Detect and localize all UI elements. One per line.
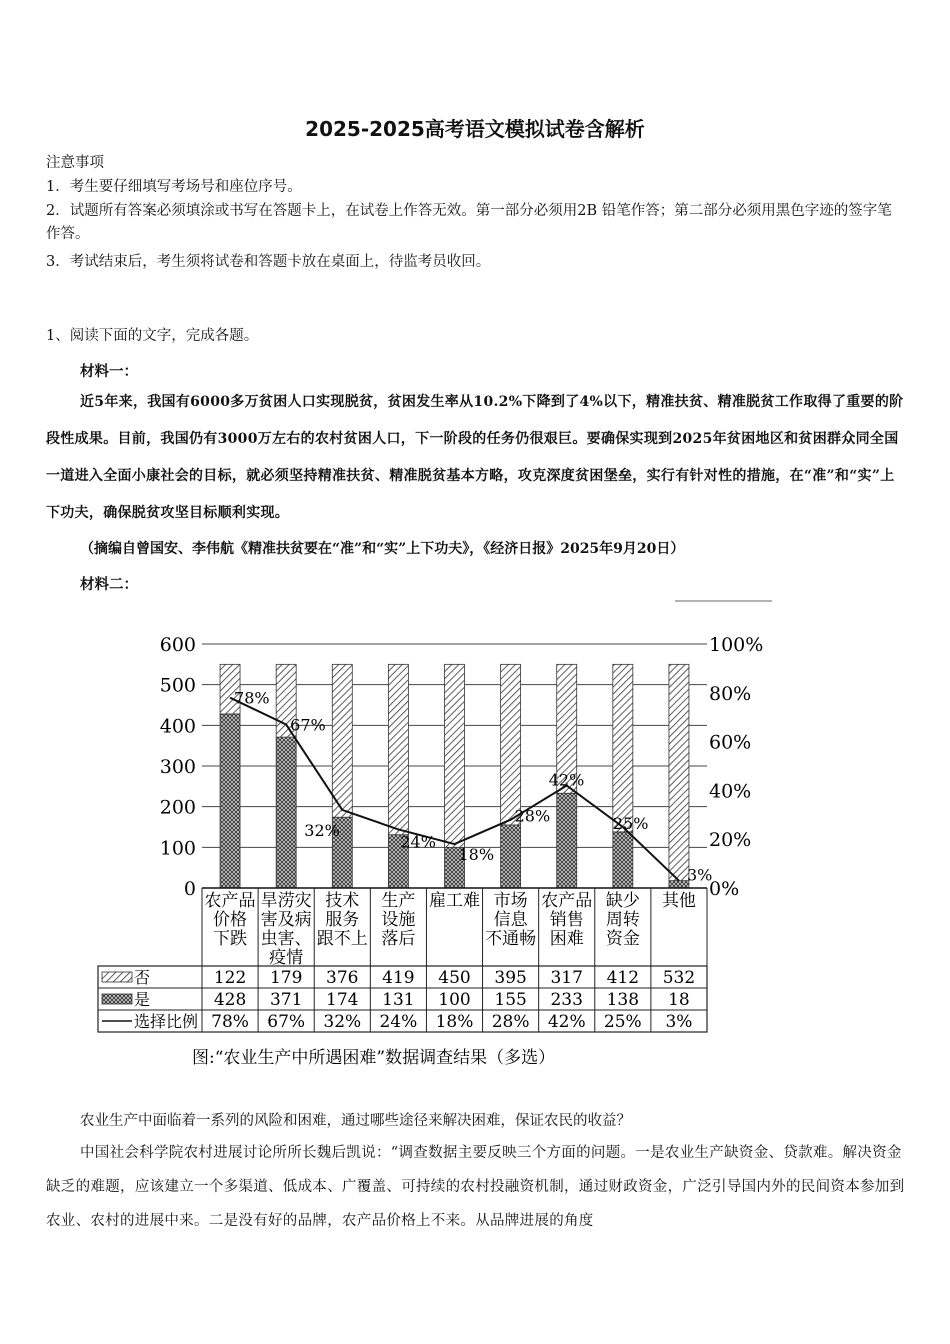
table-cell: 78% bbox=[211, 1012, 249, 1032]
bar-no bbox=[501, 664, 521, 825]
category-label: 资金 bbox=[605, 929, 640, 949]
table-cell: 131 bbox=[382, 990, 415, 1010]
bar-no bbox=[332, 664, 352, 817]
table-cell: 532 bbox=[662, 968, 696, 988]
right-tick-label: 20% bbox=[709, 829, 752, 852]
category-label: 设施 bbox=[381, 910, 416, 930]
category-label: 市场 bbox=[493, 891, 528, 911]
after-chart-question: 农业生产中面临着一系列的风险和困难，通过哪些途径来解决困难，保证农民的收益？ bbox=[80, 1113, 631, 1129]
material-2-label: 材料二： bbox=[80, 576, 138, 593]
table-cell: 395 bbox=[494, 968, 527, 988]
ratio-point-label: 24% bbox=[400, 832, 436, 852]
table-cell: 179 bbox=[269, 968, 303, 988]
legend-swatch bbox=[102, 994, 132, 1004]
table-cell: 32% bbox=[323, 1012, 362, 1032]
category-label: 跟不上 bbox=[316, 929, 368, 949]
notice-2: 2．试题所有答案必须填涂或书写在答题卡上，在试卷上作答无效。第一部分必须用2B 铅笔作答；第二部分必须用黑色字迹的签字笔作答。 bbox=[46, 203, 892, 242]
left-tick-label: 400 bbox=[159, 715, 196, 738]
bar-yes bbox=[276, 737, 296, 888]
category-label: 价格 bbox=[213, 910, 248, 930]
bar-no bbox=[613, 664, 633, 832]
category-label: 雇工难 bbox=[429, 891, 480, 911]
table-cell: 28% bbox=[491, 1012, 530, 1032]
ratio-point-label: 32% bbox=[304, 820, 340, 840]
after-chart-paragraph: 中国社会科学院农村进展讨论所所长魏后凯说：“调查数据主要反映三个方面的问题。一是农业生产缺资金、贷款难。解决资金缺乏的难题，应该建立一个多渠道、低成本、广覆盖、可持续的农村投融资机制，通过财政资金，广泛引导国内外的民间资本参加到农业、农村的进展中来。二是没有好的品牌，农产品价格上不来。从品牌进展的角度 bbox=[46, 1145, 905, 1229]
table-cell: 412 bbox=[606, 968, 640, 988]
right-tick-label: 40% bbox=[709, 780, 752, 803]
category-label: 不通畅 bbox=[485, 929, 537, 949]
table-cell: 376 bbox=[326, 968, 359, 988]
ratio-point-label: 78% bbox=[234, 688, 270, 708]
legend-label: 选择比例 bbox=[134, 1012, 199, 1031]
right-tick-label: 60% bbox=[709, 731, 752, 754]
category-label: 其他 bbox=[661, 891, 696, 911]
notice-3: 3．考试结束后，考生须将试卷和答题卡放在桌面上，待监考员收回。 bbox=[46, 254, 491, 270]
table-cell: 317 bbox=[550, 968, 583, 988]
ratio-point-label: 67% bbox=[290, 715, 326, 735]
left-tick-label: 300 bbox=[159, 756, 196, 778]
category-label: 缺少 bbox=[605, 891, 640, 911]
right-tick-label: 0% bbox=[709, 878, 740, 900]
category-label: 虫害、 bbox=[260, 929, 312, 949]
bar-yes bbox=[501, 825, 521, 888]
bar-line-chart bbox=[134, 598, 790, 1078]
bar-no bbox=[388, 664, 408, 834]
category-label: 下跌 bbox=[213, 929, 248, 949]
material-1-label: 材料一： bbox=[80, 363, 138, 380]
category-label: 技术 bbox=[325, 891, 360, 911]
ratio-point-label: 18% bbox=[458, 845, 495, 865]
legend-label: 否 bbox=[134, 968, 151, 987]
bar-yes bbox=[557, 793, 577, 888]
category-label: 困难 bbox=[549, 929, 584, 949]
chart-title: 图:“农业生产中所遇困难”数据调查结果（多选） bbox=[192, 1048, 556, 1068]
material-1-text: 近5年来，我国有6000多万贫困人口实现脱贫，贫困发生率从10.2%下降到了4%以下，精准扶贫、精准脱贫工作取得了重要的阶段性成果。目前，我国仍有3000万左右的农村贫困人口，下一阶段的任务仍很艰巨。要确保实现到2025年贫困地区和贫困群众同全国一道进入全面小康社会的目标，就必须坚持精准扶贫、精准脱贫基本方略，攻克深度贫困堡垒，实行有针对性的措施，在“准”和“实”上下功夫，确保脱贫攻坚目标顺利实现。 bbox=[46, 394, 904, 521]
left-tick-label: 200 bbox=[159, 796, 196, 819]
category-label: 旱涝灾 bbox=[260, 891, 312, 911]
table-cell: 428 bbox=[213, 990, 247, 1010]
notice-heading: 注意事项 bbox=[46, 155, 104, 171]
bar-no bbox=[669, 664, 689, 880]
notice-1: 1．考生要仔细填写考场号和座位序号。 bbox=[46, 179, 302, 195]
right-tick-label: 100% bbox=[709, 634, 764, 656]
ratio-point-label: 25% bbox=[612, 814, 649, 833]
table-cell: 419 bbox=[382, 968, 415, 988]
table-cell: 122 bbox=[213, 968, 247, 988]
table-cell: 18% bbox=[435, 1012, 474, 1032]
bar-yes bbox=[220, 714, 240, 888]
right-tick-label: 80% bbox=[709, 682, 752, 705]
table-cell: 24% bbox=[379, 1012, 418, 1032]
category-label: 信息 bbox=[493, 910, 528, 930]
bar-no bbox=[445, 664, 465, 847]
table-cell: 67% bbox=[267, 1012, 306, 1032]
category-label: 服务 bbox=[325, 910, 360, 930]
legend-label: 是 bbox=[134, 990, 151, 1009]
legend-swatch bbox=[102, 972, 132, 982]
category-label: 农产品 bbox=[204, 891, 256, 911]
bar-yes bbox=[669, 881, 689, 888]
question-stem: 1、阅读下面的文字，完成各题。 bbox=[46, 328, 259, 344]
bar-yes bbox=[613, 832, 633, 888]
left-tick-label: 0 bbox=[183, 878, 196, 900]
table-cell: 233 bbox=[550, 990, 583, 1010]
table-cell: 450 bbox=[438, 968, 471, 988]
category-label: 生产 bbox=[381, 891, 416, 911]
left-tick-label: 600 bbox=[159, 634, 196, 656]
ratio-point-label: 42% bbox=[548, 770, 585, 790]
left-tick-label: 500 bbox=[159, 674, 196, 697]
category-label: 疫情 bbox=[269, 948, 304, 968]
table-cell: 18 bbox=[668, 990, 690, 1010]
material-1-source: （摘编自曾国安、李伟航《精准扶贫要在“准”和“实”上下功夫》，《经济日报》2025年9月20日） bbox=[80, 541, 685, 557]
table-cell: 25% bbox=[603, 1012, 642, 1032]
category-label: 落后 bbox=[381, 929, 416, 949]
category-label: 周转 bbox=[605, 910, 640, 930]
left-tick-label: 100 bbox=[159, 837, 196, 860]
table-cell: 371 bbox=[269, 990, 303, 1010]
category-label: 农产品 bbox=[541, 891, 593, 911]
table-cell: 3% bbox=[665, 1012, 693, 1032]
category-label: 销售 bbox=[549, 910, 584, 930]
table-cell: 100 bbox=[438, 990, 471, 1010]
doc-title: 2025-2025高考语文模拟试卷含解析 bbox=[305, 117, 645, 141]
ratio-point-label: 3% bbox=[686, 865, 713, 885]
table-cell: 174 bbox=[326, 990, 359, 1010]
table-cell: 138 bbox=[606, 990, 640, 1010]
category-label: 害及病 bbox=[260, 910, 312, 930]
table-cell: 42% bbox=[547, 1012, 586, 1032]
ratio-point-label: 28% bbox=[514, 806, 551, 826]
table-cell: 155 bbox=[494, 990, 527, 1010]
